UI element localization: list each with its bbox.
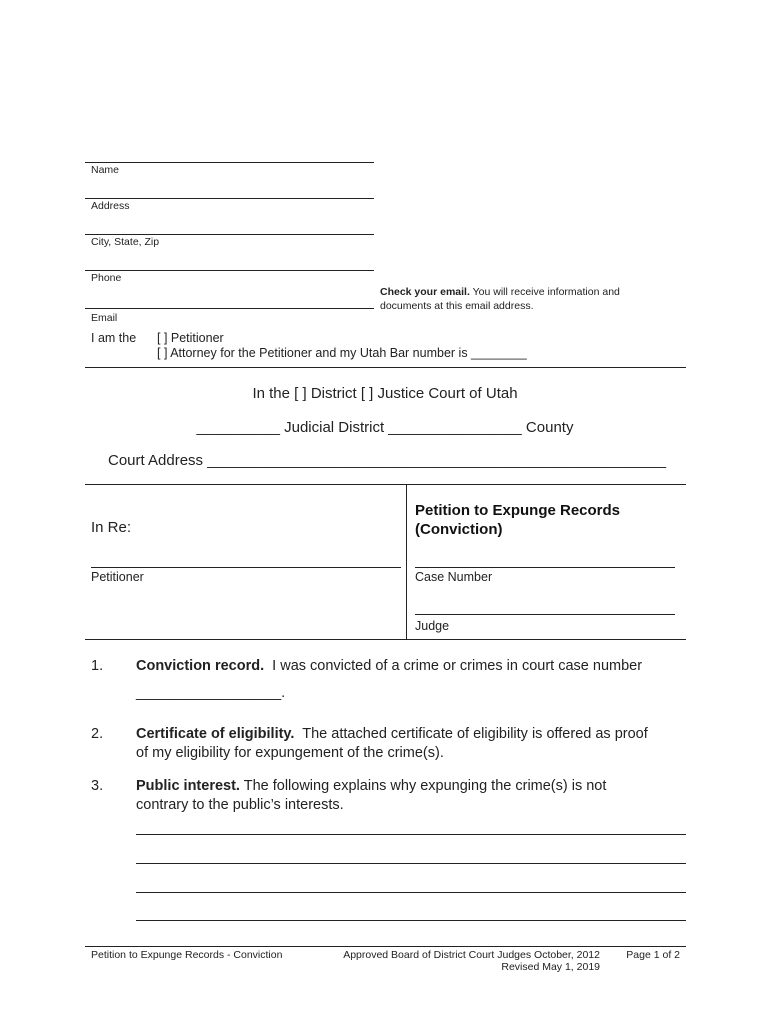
item-3-heading: Public interest. <box>136 778 240 794</box>
address-label: Address <box>91 200 130 212</box>
item-1-heading: Conviction record. <box>136 658 265 674</box>
court-line-1: In the [ ] District [ ] Justice Court of Utah <box>252 385 518 402</box>
party-label: I am the <box>91 331 137 345</box>
item-1-text <box>136 657 696 703</box>
footer-approved: Approved Board of District Court Judges October, 2012 <box>343 949 600 961</box>
email-note-line2: documents at this email address. <box>380 300 534 312</box>
case-number-label: Case Number <box>415 570 493 584</box>
email-label: Email <box>91 312 118 324</box>
item-3-text2: contrary to the public’s interests. <box>136 797 344 813</box>
petitioner-name-line[interactable] <box>91 567 401 568</box>
judge-label: Judge <box>415 619 450 633</box>
item-2-heading: Certificate of eligibility. <box>136 726 295 742</box>
item-1-text2[interactable]: __________________. <box>136 685 286 701</box>
footer-revised: Revised May 1, 2019 <box>501 961 600 973</box>
judge-line[interactable] <box>415 614 675 615</box>
email-note <box>380 285 620 313</box>
phone-line[interactable] <box>85 270 374 271</box>
page-number: Page 1 of 2 <box>626 949 680 961</box>
attorney-checkbox-option[interactable]: [ ] Attorney for the Petitioner and my Utah Bar number is ________ <box>157 346 527 360</box>
email-line[interactable] <box>85 308 374 309</box>
email-note-bold: Check your email. <box>380 286 470 298</box>
public-interest-line-2[interactable] <box>136 863 686 864</box>
court-address: Court Address _______________________________________________________ <box>108 452 667 469</box>
footer-divider <box>85 946 686 947</box>
item-3-text1: The following explains why expunging the crime(s) is not <box>239 778 607 794</box>
footer-center <box>340 949 600 973</box>
item-2-text2: of my eligibility for expungement of the crime(s). <box>136 745 444 761</box>
title-line-2: (Conviction) <box>415 521 503 538</box>
address-line[interactable] <box>85 198 374 199</box>
petitioner-checkbox-option[interactable]: [ ] Petitioner <box>157 331 224 345</box>
case-number-line[interactable] <box>415 567 675 568</box>
item-1-number: 1. <box>91 658 104 674</box>
city-state-zip-label: City, State, Zip <box>91 236 160 248</box>
in-re-label: In Re: <box>91 519 132 536</box>
item-2-number: 2. <box>91 726 104 742</box>
header-divider <box>85 367 686 368</box>
phone-label: Phone <box>91 272 122 284</box>
public-interest-line-1[interactable] <box>136 834 686 835</box>
title-line-1: Petition to Expunge Records <box>415 502 621 519</box>
caption-top-line <box>85 484 686 485</box>
caption-bottom-line <box>85 639 686 640</box>
item-3-number: 3. <box>91 778 104 794</box>
document-title <box>415 501 620 539</box>
footer-left: Petition to Expunge Records - Conviction <box>91 949 283 961</box>
city-state-zip-line[interactable] <box>85 234 374 235</box>
name-label: Name <box>91 164 120 176</box>
item-2-text1: The attached certificate of eligibility is offered as proof <box>294 726 648 742</box>
name-line[interactable] <box>85 162 374 163</box>
item-2-text <box>136 725 696 763</box>
email-note-line1: You will receive information and <box>469 286 620 298</box>
public-interest-line-3[interactable] <box>136 892 686 893</box>
public-interest-line-4[interactable] <box>136 920 686 921</box>
court-line-2: __________ Judicial District ________________ County <box>196 419 574 436</box>
item-1-text1: I was convicted of a crime or crimes in court case number <box>264 658 643 674</box>
petitioner-label: Petitioner <box>91 570 144 584</box>
caption-vertical-divider <box>406 484 407 639</box>
item-3-text <box>136 777 696 815</box>
